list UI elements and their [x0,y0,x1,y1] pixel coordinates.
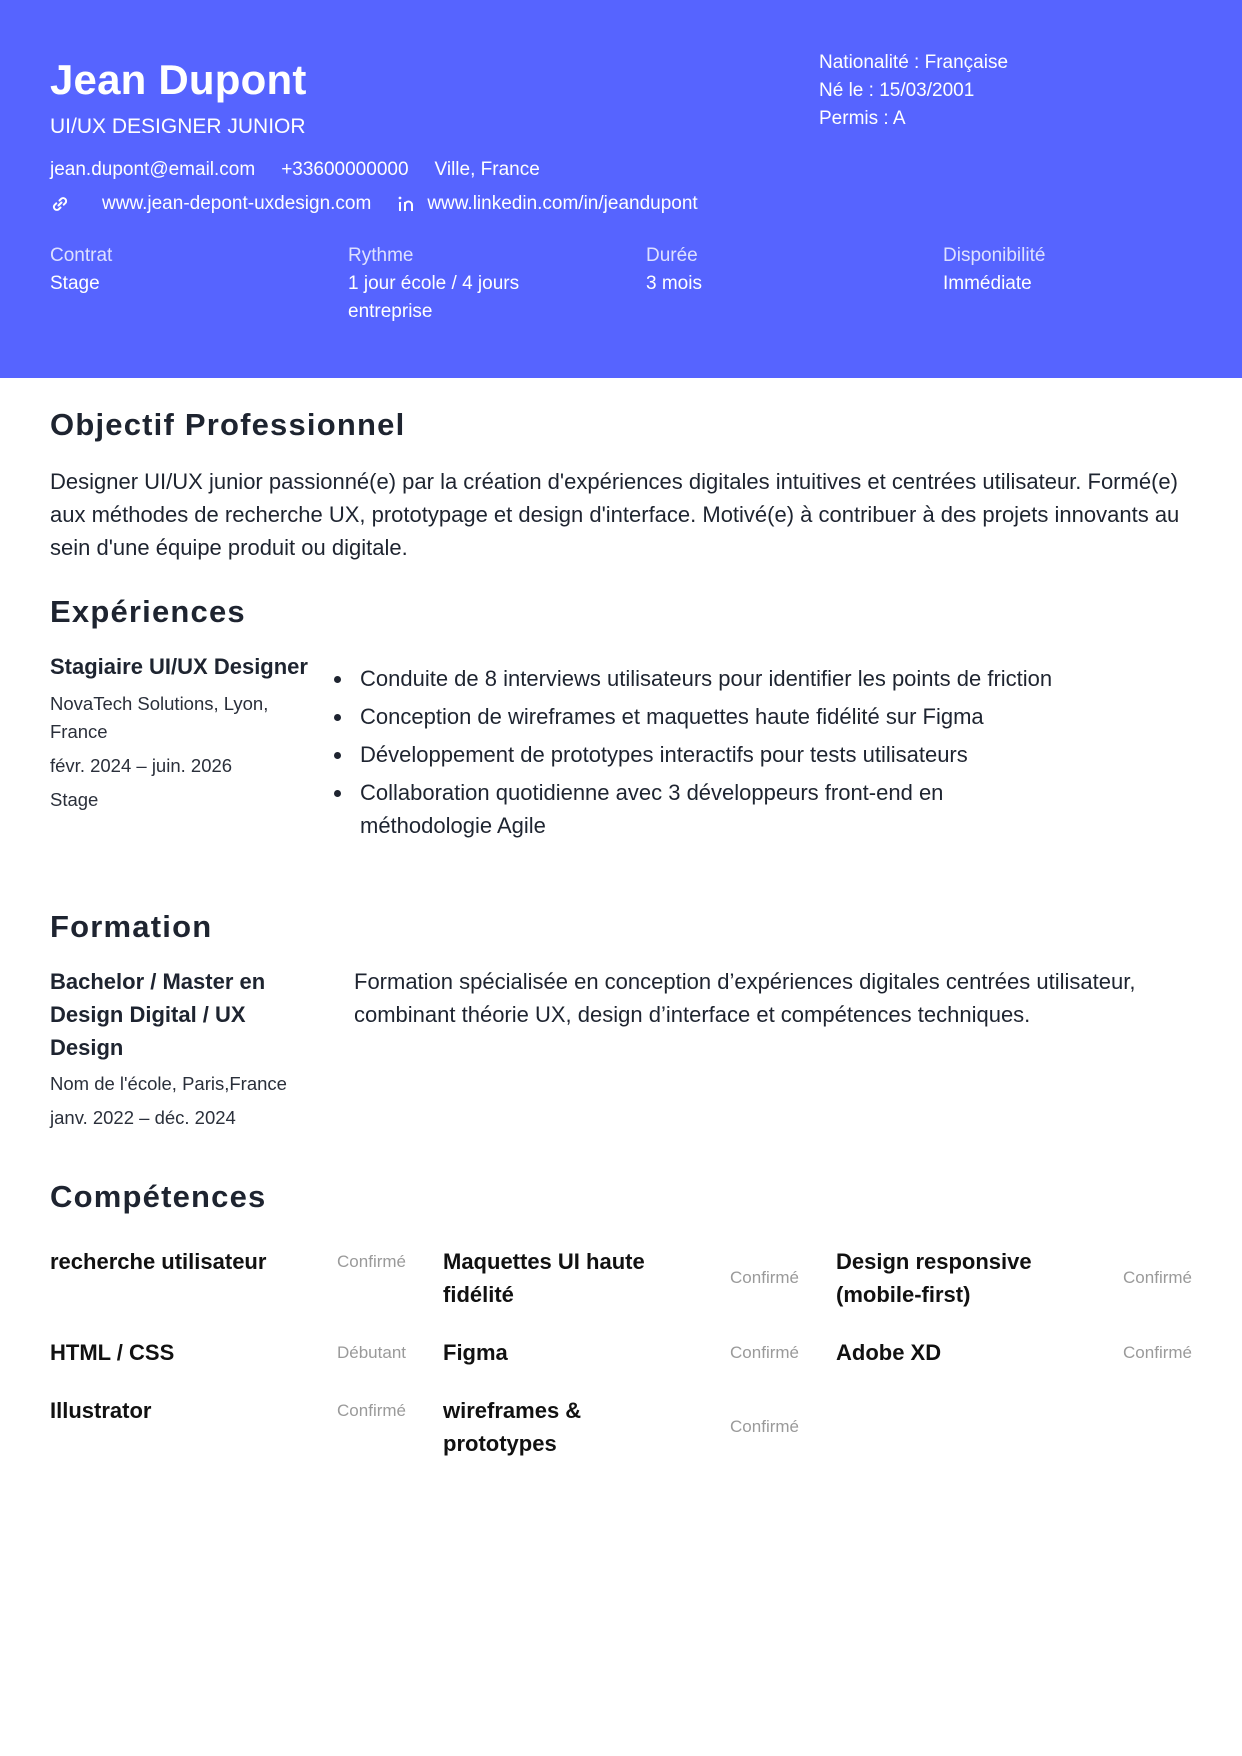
skill-item [50,1394,406,1434]
education-description: Formation spécialisée en conception d’expériences digitales centrées utilisateur, combinant théorie UX, design d’interface et compétences techniques. [354,969,1136,1027]
meta-label: Rythme [348,245,414,266]
skill-level: Confirmé [1123,1343,1192,1362]
skill-name: HTML / CSS [50,1340,175,1365]
skill-item [443,1336,799,1376]
phone-number[interactable]: +33600000000 [281,159,409,180]
skill-name: Adobe XD [836,1340,942,1365]
contact-line [50,156,566,184]
skill-name: Figma [443,1340,508,1365]
experience-type: Stage [50,789,99,810]
skill-level: Confirmé [337,1252,406,1271]
personal-info [819,49,1008,133]
birth-date: Né le : 15/03/2001 [819,80,975,101]
experience-details [50,650,330,814]
skill-item [443,1245,799,1311]
meta-label: Contrat [50,245,113,266]
skills-heading: Compétences [50,1179,267,1214]
skill-name: Illustrator [50,1398,152,1423]
email-link[interactable]: jean.dupont@email.com [50,159,256,180]
linkedin-link[interactable]: www.linkedin.com/in/jeandupont [427,193,698,214]
skill-level: Confirmé [337,1401,406,1420]
meta-availability [943,242,1193,298]
skill-item [50,1336,406,1376]
nationality: Nationalité : Française [819,52,1009,73]
experience-bullets [332,662,1204,847]
skill-name: Design responsive (mobile-first) [836,1249,1032,1307]
location: Ville, France [434,159,540,180]
meta-label: Durée [646,245,698,266]
objective-heading: Objectif Professionnel [50,407,406,442]
skill-name: wireframes & prototypes [443,1398,582,1456]
skill-name: recherche utilisateur [50,1249,267,1274]
experience-dates: févr. 2024 – juin. 2026 [50,755,233,776]
list-item: • Conception de wireframes et maquettes haute fidélité sur Figma [354,700,1204,733]
candidate-name: Jean Dupont [50,56,307,103]
skill-item [836,1245,1192,1311]
experience-heading: Expériences [50,594,246,629]
skill-level: Confirmé [730,1268,799,1287]
education-school: Nom de l'école, Paris,France [50,1073,287,1094]
links-line [50,190,698,218]
skill-item [443,1394,799,1460]
meta-value: 3 mois [646,273,702,294]
meta-contract [50,242,300,298]
skill-level: Confirmé [730,1343,799,1362]
skill-name: Maquettes UI haute fidélité [443,1249,645,1307]
meta-value: 1 jour école / 4 jours entreprise [348,273,520,322]
education-dates: janv. 2022 – déc. 2024 [50,1107,236,1128]
meta-value: Immédiate [943,273,1032,294]
skill-level: Débutant [337,1343,406,1362]
driving-license: Permis : A [819,108,906,129]
list-item: • Développement de prototypes interactifs pour tests utilisateurs [354,738,1204,771]
website-link[interactable]: www.jean-depont-uxdesign.com [102,193,372,214]
skill-item [50,1245,406,1285]
meta-rhythm [348,242,568,326]
education-degree: Bachelor / Master en Design Digital / UX Design [50,969,266,1060]
experience-company: NovaTech Solutions, Lyon, France [50,693,269,742]
objective-text: Designer UI/UX junior passionné(e) par la création d'expériences digitales intuitives et centrées utilisateur. Formé(e) aux méthodes de recherche UX, prototypage et design d'interface. Motivé(e) à contribuer à des projets innovants au sein d'une équipe produit ou digitale. [50,469,1180,560]
link-icon [50,194,70,214]
meta-label: Disponibilité [943,245,1046,266]
list-item: • Collaboration quotidienne avec 3 développeurs front-end en méthodologie Agile [354,776,1080,842]
skill-level: Confirmé [1123,1268,1192,1287]
education-heading: Formation [50,909,213,944]
education-details [50,965,320,1132]
meta-duration [646,242,896,298]
experience-title: Stagiaire UI/UX Designer [50,654,308,679]
resume-header [0,0,1242,378]
skill-item [836,1336,1192,1376]
job-title: UI/UX DESIGNER JUNIOR [50,115,306,138]
linkedin-icon [397,194,417,214]
list-item: • Conduite de 8 interviews utilisateurs pour identifier les points de friction [354,662,1204,695]
meta-value: Stage [50,273,100,294]
skill-level: Confirmé [730,1417,799,1436]
